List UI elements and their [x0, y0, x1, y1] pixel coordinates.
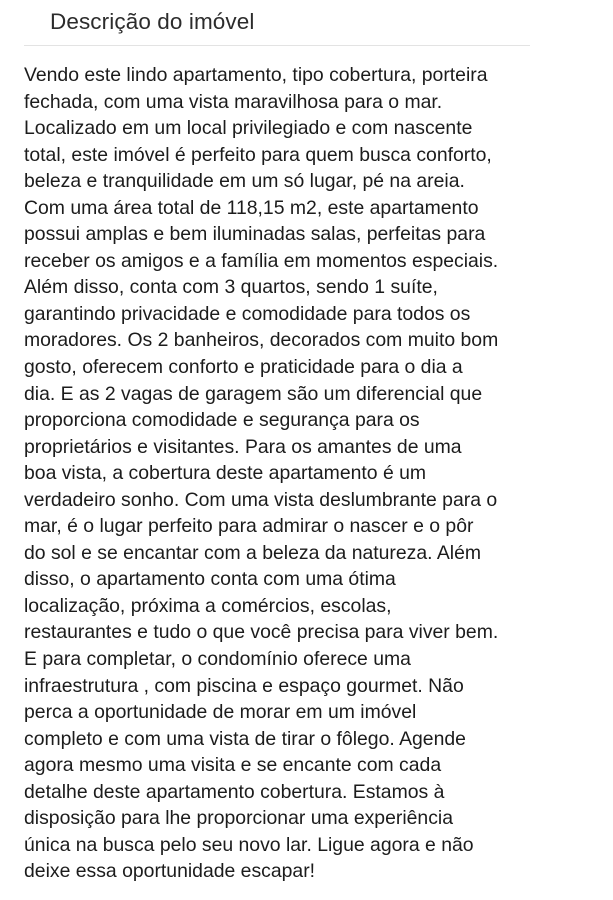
- section-title: Descrição do imóvel: [50, 9, 255, 34]
- description-line: possui amplas e bem iluminadas salas, perfeitas para: [24, 223, 486, 246]
- description-line: boa vista, a cobertura deste apartamento é um: [24, 462, 427, 485]
- description-line: detalhe deste apartamento cobertura. Estamos à: [24, 780, 445, 803]
- description-line: agora mesmo uma visita e se encante com cada: [24, 754, 442, 777]
- description-line: completo e com uma vista de tirar o fôlego. Agende: [24, 727, 466, 750]
- description-line: do sol e se encantar com a beleza da natureza. Além: [24, 541, 482, 564]
- description-line: dia. E as 2 vagas de garagem são um diferencial que: [24, 382, 483, 405]
- description-line: infraestrutura , com piscina e espaço gourmet. Não: [24, 674, 464, 697]
- description-line: verdadeiro sonho. Com uma vista deslumbrante para o: [24, 488, 498, 511]
- description-line: restaurantes e tudo o que você precisa para viver bem.: [24, 621, 499, 644]
- description-line: fechada, com uma vista maravilhosa para o mar.: [24, 90, 443, 113]
- description-line: proprietários e visitantes. Para os amantes de uma: [24, 435, 462, 458]
- property-description: [24, 62, 534, 885]
- description-line: receber os amigos e a família em momentos especiais.: [24, 249, 499, 272]
- description-line: moradores. Os 2 banheiros, decorados com muito bom: [24, 329, 499, 352]
- description-line: total, este imóvel é perfeito para quem busca conforto,: [24, 143, 492, 166]
- description-line: proporciona comodidade e segurança para os: [24, 409, 420, 432]
- description-line: beleza e tranquilidade em um só lugar, pé na areia.: [24, 170, 465, 193]
- description-line: garantindo privacidade e comodidade para todos os: [24, 302, 471, 325]
- description-line: Com uma área total de 118,15 m2, este apartamento: [24, 196, 479, 219]
- section-header: [24, 0, 530, 46]
- description-line: disposição para lhe proporcionar uma experiência: [24, 807, 453, 830]
- description-line: E para completar, o condomínio oferece uma: [24, 648, 411, 671]
- description-line: deixe essa oportunidade escapar!: [24, 860, 316, 883]
- description-line: Localizado em um local privilegiado e com nascente: [24, 117, 473, 140]
- description-line: única na busca pelo seu novo lar. Ligue agora e não: [24, 833, 474, 856]
- description-line: gosto, oferecem conforto e praticidade para o dia a: [24, 356, 463, 379]
- description-line: localização, próxima a comércios, escolas,: [24, 594, 392, 617]
- description-line: mar, é o lugar perfeito para admirar o nascer e o pôr: [24, 515, 474, 538]
- description-line: Além disso, conta com 3 quartos, sendo 1 suíte,: [24, 276, 438, 299]
- description-line: disso, o apartamento conta com uma ótima: [24, 568, 396, 591]
- description-line: Vendo este lindo apartamento, tipo cobertura, porteira: [24, 64, 488, 86]
- description-line: perca a oportunidade de morar em um imóvel: [24, 701, 417, 724]
